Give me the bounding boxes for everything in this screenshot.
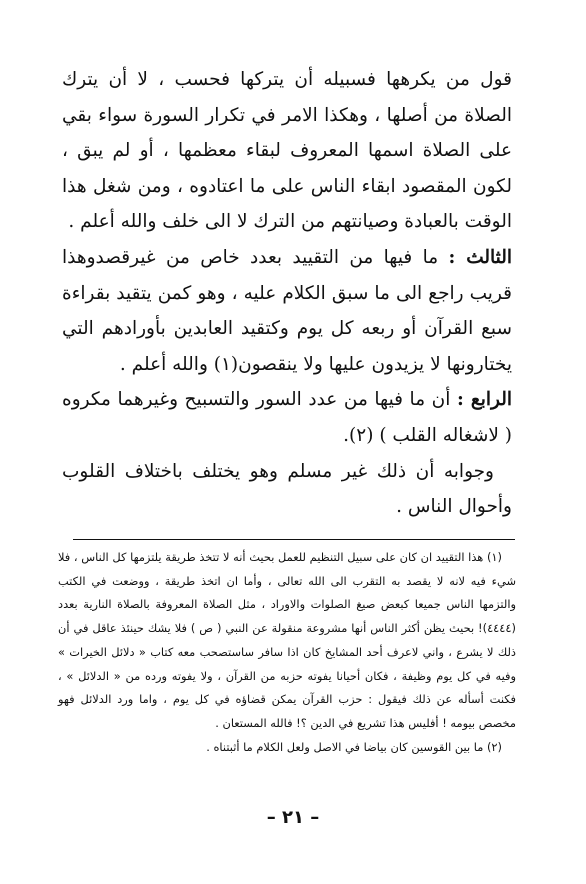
paragraph-text: أن ما فيها من عدد السور والتسبيح وغيرهما مكروه ( لاشغاله القلب ) (٢). [62, 389, 512, 446]
section-heading-third: الثالث : [448, 246, 512, 268]
footnote-2: (٢) ما بين القوسين كان بياضا في الاصل ولعل الكلام ما أثبتناه . [206, 739, 502, 754]
section-heading-fourth: الرابع : [456, 389, 512, 411]
page-number: – ٢١ – [266, 807, 320, 828]
footnote-separator [73, 539, 515, 540]
paragraph-fourth-point [62, 382, 512, 453]
paragraph-text: قول من يكرهها فسبيله أن يتركها فحسب ، لا أن يترك الصلاة من أصلها ، وهكذا الامر في تكرار السورة سواء بقي على الصلاة اسمها المعروف لبقاء معظمها ، أو لم يبق ، لكون المقصود ابقاء الناس على ما اعتادوه ، ومن شغل هذا الوقت بالعبادة وصيانتهم من الترك لا الى خلف والله أعلم . [62, 69, 512, 233]
footnote-1: (١) هذا التقييد ان كان على سبيل التنظيم للعمل بحيث أنه لا تتخذ طريقة يلتزمها كل الناس ، فلا شيء فيه لانه لا يقصد به التقرب الى الله تعالى ، وأما ان اتخذ طريقة ، ووضعت في الكتب والتزمها الناس جميعا كبعض صيغ الصلوات والاوراد ، مثل الصلاة المعروفة بالصلاة النارية بعدد (٤٤٤٤)! بحيث يظن أكثر الناس أنها مشروعة منقولة عن النبي ( ص ) فلا يشك حينئذ عاقل في أن ذلك لا يشرع ، واني لاعرف أحد المشايخ كان اذا سافر ساستصحب معه كتاب « دلائل الخيرات » وفيه في كل يوم وظيفة ، فكان أحيانا يفوته حزبه من القرآن ، ولا يفوته ورده من « الدلائل » ، فكنت أسأله عن ذلك فيقول : حزب القرآن يمكن قضاؤه في كل يوم ، واما ورد الدلائل فهو مخصص بيومه ! أفليس هذا تشريع في الدين ؟! فالله المستعان . [58, 550, 516, 730]
paragraph-answer [62, 454, 512, 525]
paragraph-text: وجوابه أن ذلك غير مسلم وهو يختلف باختلاف القلوب وأحوال الناس . [62, 460, 512, 518]
paragraph-text: ما فيها من التقييد بعدد خاص من غيرقصدوهذا قريب راجع الى ما سبق الكلام عليه ، وهو كمن يتقيد بقراءة سبع القرآن أو ربعه كل يوم وكتقيد العابدين بأورادهم التي يختارونها لا يزيدون عليها ولا ينقصون(١) والله أعلم . [62, 246, 512, 375]
paragraph-third-point [62, 240, 512, 382]
main-text [62, 62, 512, 525]
footnotes [58, 546, 516, 759]
paragraph-continuation [62, 62, 512, 240]
